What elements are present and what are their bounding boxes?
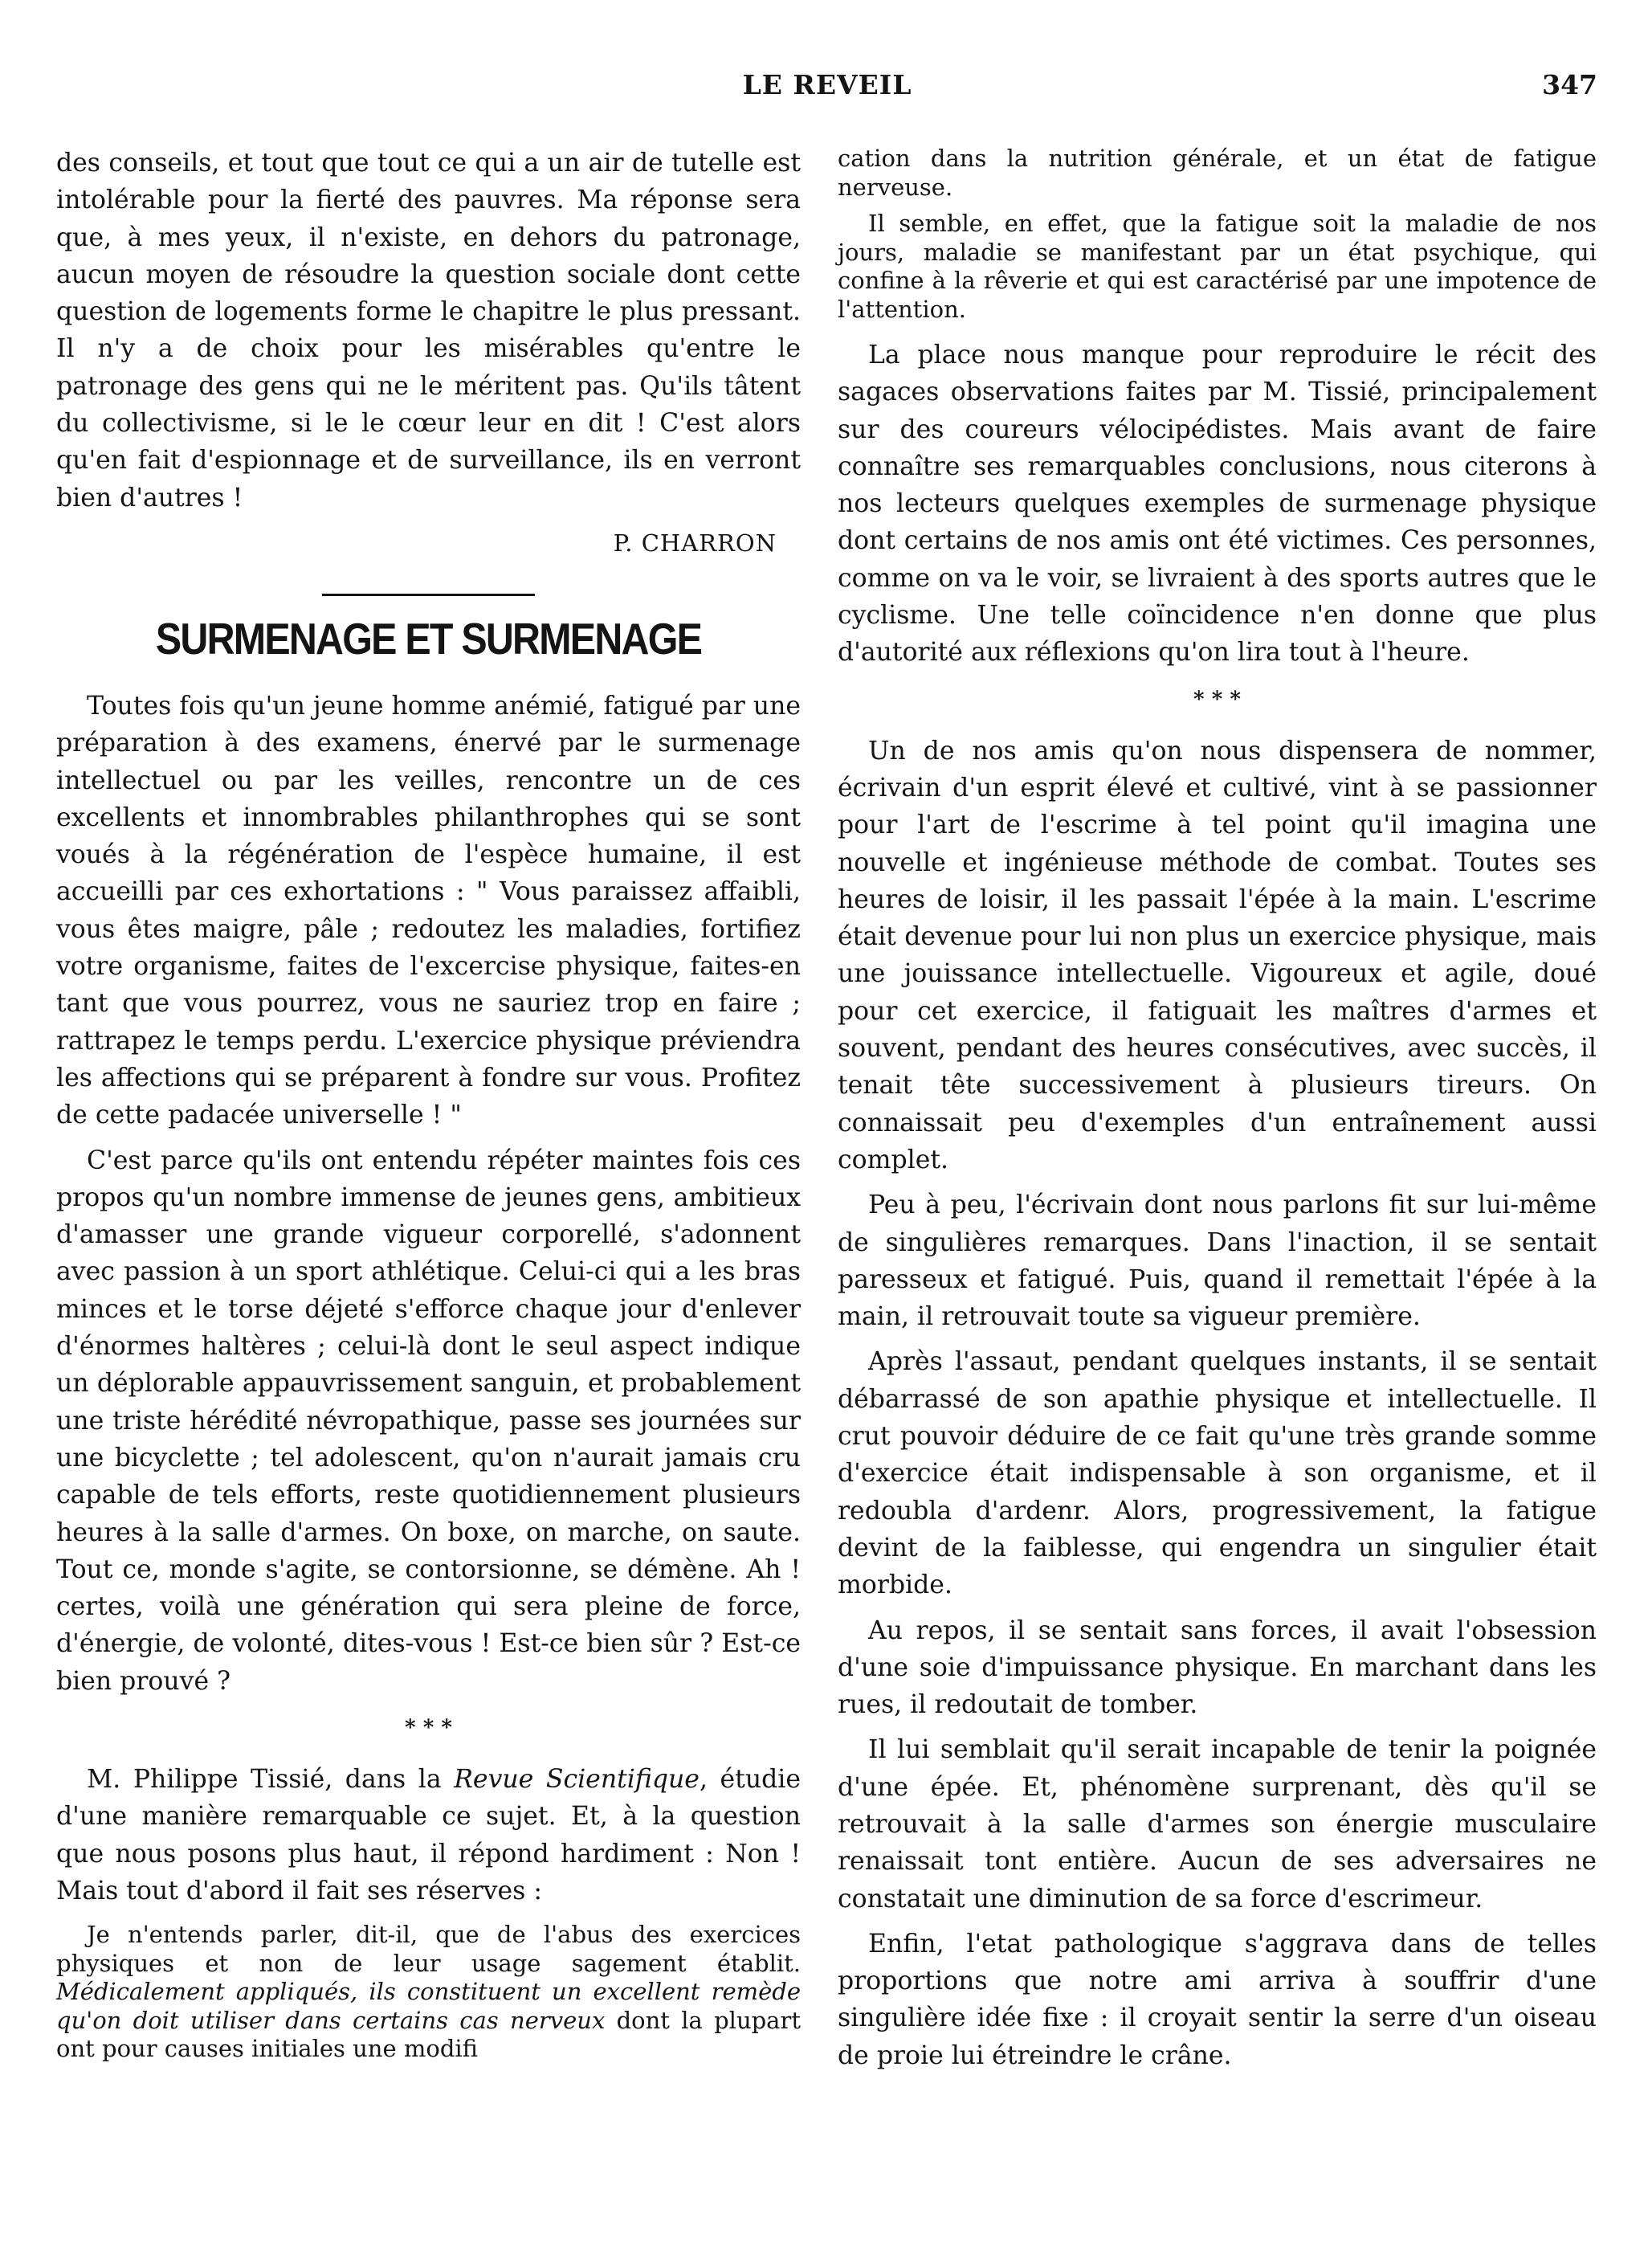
paragraph: C'est parce qu'ils ont entendu répéter maintes fois ces propos qu'un nombre immense de jeunes gens, ambitieux d'amasser une grande vigueur corporellé, s'adonnent avec passion à un sport athlétique. Celui-ci qui a les bras minces et le torse déjeté s'efforce chaque jour d'enlever d'énormes haltères ; celui-là dont le seul aspect indique un déplorable appauvrissement sanguin, et probablement une triste hérédité névropathique, passe ses journées sur une bicyclette ; tel adolescent, qu'on n'aurait jamais cru capable de tels efforts, reste quotidiennement plusieurs heures à la salle d'armes. On boxe, on marche, on saute. Tout ce, monde s'agite, se contorsionne, se démène. Ah ! certes, voilà une génération qui sera pleine de force, d'énergie, de volonté, dites-vous ! Est-ce bien sûr ? Est-ce bien prouvé ? xyxy=(56,1146,801,1696)
paragraph-text: , étudie d'une manière remarquable ce sujet. Et, à la question que nous posons plus haut, il répond hardiment : Non ! Mais tout d'abord il fait ses réserves : xyxy=(56,1764,801,1906)
journal-title: Revue Scientifique xyxy=(454,1764,700,1794)
paragraph: Un de nos amis qu'on nous dispensera de nommer, écrivain d'un esprit élevé et cultivé, vint à se passionner pour l'art de l'escrime à tel point qu'il imagina une nouvelle et ingénieuse méthode de combat. Toutes ses heures de loisir, il les passait l'épée à la main. L'escrime était devenue pour lui non plus un exercice physique, mais une jouissance intellectuelle. Vigoureux et agile, doué pour cet exercice, il fatiguait les maîtres d'armes et souvent, pendant des heures consécutives, avec succès, il tenait tête successivement à plusieurs tireurs. On connaissait peu d'exemples d'un entraînement aussi complet. xyxy=(838,736,1597,1174)
right-column xyxy=(838,145,1597,2082)
article-title: SURMENAGE ET SURMENAGE xyxy=(155,613,702,664)
page-number: 347 xyxy=(1542,69,1597,100)
left-column xyxy=(56,145,801,2072)
quote-text: Je n'entends parler, dit-il, que de l'abus des exercices physiques et non de leur usage sagement établit. xyxy=(56,1921,801,1977)
continued-quote: cation dans la nutrition générale, et un état de fatigue nerveuse. xyxy=(838,145,1597,201)
paragraph: Au repos, il se sentait sans forces, il avait l'obsession d'une soie d'impuissance physique. En marchant dans les rues, il redoutait de tomber. xyxy=(838,1615,1597,1720)
paragraph: Il lui semblait qu'il serait incapable de tenir la poignée d'une épée. Et, phénomène surprenant, dès qu'il se retrouvait à la salle d'armes son énergie musculaire renaissait tont entière. Aucun de ses adversaires ne constatait une diminution de sa force d'escrimeur. xyxy=(838,1735,1597,1914)
intro-paragraph: des conseils, et tout que tout ce qui a un air de tutelle est intolérable pour la fierté des pauvres. Ma réponse sera que, à mes yeux, il n'existe, en dehors du patronage, aucun moyen de résoudre la question sociale dont cette question de logements forme le chapitre le plus pressant. Il n'y a de choix pour les misérables qu'entre le patronage des gens qui ne le méritent pas. Qu'ils tâtent du collectivisme, si le le cœur leur en dit ! C'est alors qu'en fait d'espionnage et de surveillance, ils en verront bien d'autres ! xyxy=(56,149,801,513)
paragraph: Toutes fois qu'un jeune homme anémié, fatigué par une préparation à des examens, énervé par le surmenage intellectuel ou par les veilles, rencontre un de ces excellents et innombrables philanthrophes qui se sont voués à la régénération de l'espèce humaine, il est accueilli par ces exhortations : " Vous paraissez affaibli, vous êtes maigre, pâle ; redoutez les maladies, fortifiez votre organisme, faites de l'excercise physique, faites-en tant que vous pourrez, vous ne sauriez trop en faire ; rattrapez le temps perdu. L'exercice physique préviendra les affections qui se préparent à fondre sur vous. Profitez de cette padacée universelle ! " xyxy=(56,691,801,1130)
paragraph: Enfin, l'etat pathologique s'aggrava dans de telles proportions que notre ami arriva à souffrir d'une singulière idée fixe : il croyait sentir la serre d'un oiseau de proie lui étreindre le crâne. xyxy=(838,1929,1597,2070)
paragraph: Après l'assaut, pendant quelques instants, il se sentait débarrassé de son apathie physique et intellectuelle. Il crut pouvoir déduire de ce fait qu'une très grande somme d'exercice était indispensable à son organisme, et il redoubla d'ardenr. Alors, progressivement, la fatigue devint de la faiblesse, qui engendra un singulier était morbide. xyxy=(838,1347,1597,1600)
paragraph-text: M. Philippe Tissié, dans la xyxy=(87,1764,455,1794)
paragraph xyxy=(56,1761,801,1910)
running-header: LE REVEIL xyxy=(742,69,912,100)
asterism-divider: * * * xyxy=(405,1715,452,1740)
quote-italic-text: Médicalement appliqués, ils constituent un excellent remède qu'on doit utiliser dans certains cas nerveux xyxy=(56,1978,801,2034)
paragraph: La place nous manque pour reproduire le récit des sagaces observations faites par M. Tissié, principalement sur des coureurs vélocipédistes. Mais avant de faire connaître ses remarquables conclusions, nous citerons à nos lecteurs quelques exemples de surmenage physique dont certains de nos amis ont été victimes. Ces personnes, comme on va le voir, se livraient à des sports autres que le cyclisme. Une telle coïncidence n'en donne que plus d'autorité aux réflexions qu'on lira tout à l'heure. xyxy=(838,341,1597,668)
block-quote xyxy=(56,1921,801,2064)
asterism-divider: * * * xyxy=(1193,687,1241,712)
paragraph: Peu à peu, l'écrivain dont nous parlons fit sur lui-même de singulières remarques. Dans l'inaction, il se sentait paresseux et fatigué. Puis, quand il remettait l'épée à la main, il retrouvait toute sa vigueur première. xyxy=(838,1191,1597,1332)
author-signature: P. CHARRON xyxy=(613,529,777,557)
section-divider xyxy=(322,594,535,596)
quote-paragraph: Il semble, en effet, que la fatigue soit la maladie de nos jours, maladie se manifestant par un état psychique, qui confine à la rêverie et qui est caractérisé par une impotence de l'attention. xyxy=(838,210,1597,323)
quote-text: dont la plupart ont pour causes initiales une modifi xyxy=(56,2006,801,2063)
